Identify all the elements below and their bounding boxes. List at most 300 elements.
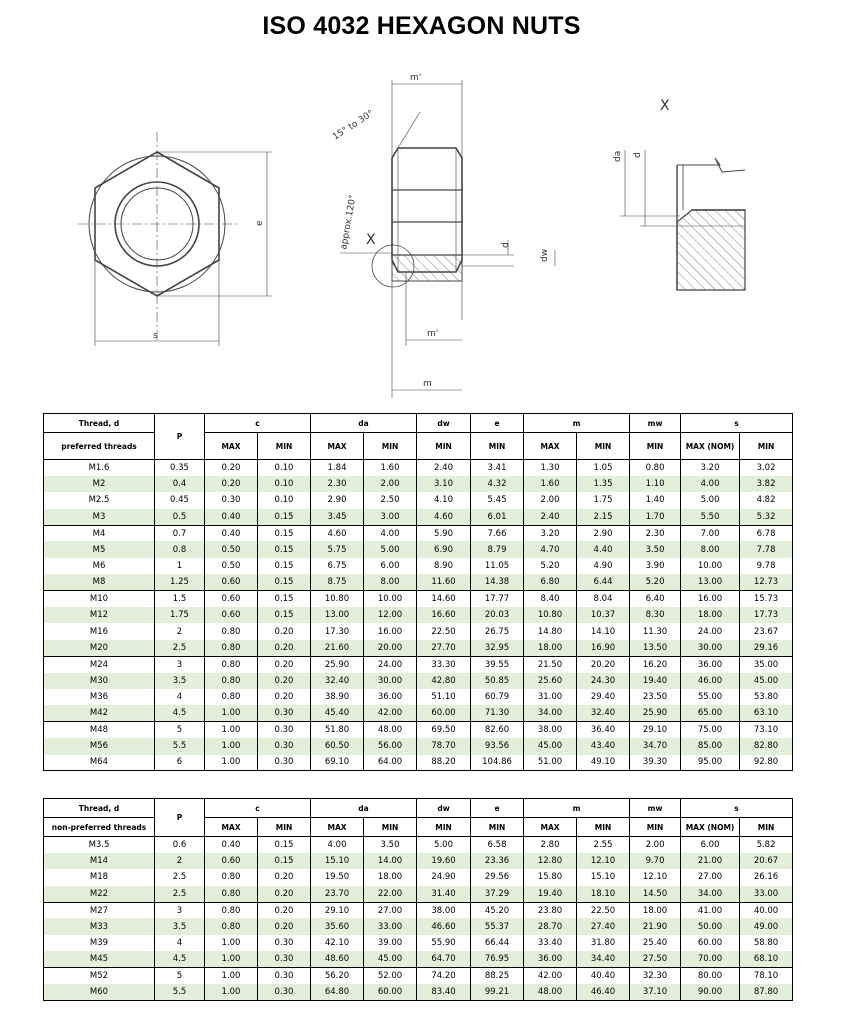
table-cell: 13.00 — [311, 607, 364, 623]
table-cell: 3.5 — [155, 918, 205, 934]
table-cell: M2.5 — [44, 492, 155, 508]
table-cell: 18.00 — [630, 902, 681, 918]
table-cell: 1.40 — [630, 492, 681, 508]
table-cell: 37.10 — [630, 984, 681, 1000]
table-cell: 5.00 — [417, 837, 471, 853]
thread-header: Thread, d — [44, 799, 155, 818]
table-cell: 0.15 — [258, 509, 311, 525]
chamfer-angle-label: 15° to 30° — [331, 108, 376, 143]
table-cell: 1.00 — [205, 738, 258, 754]
table-cell: 69.10 — [311, 755, 364, 771]
table-cell: 0.30 — [258, 968, 311, 984]
table-cell: 14.80 — [524, 623, 577, 639]
table-cell: 17.77 — [471, 591, 524, 607]
table-cell: 60.00 — [417, 705, 471, 721]
table-cell: 1.70 — [630, 509, 681, 525]
table-cell: 14.38 — [471, 574, 524, 590]
s-header: s — [681, 799, 793, 818]
table-cell: 4.82 — [740, 492, 793, 508]
d-detail-label: d — [633, 152, 643, 158]
table-cell: 1.00 — [205, 984, 258, 1000]
table-cell: 21.90 — [630, 918, 681, 934]
table-cell: 17.73 — [740, 607, 793, 623]
table-cell: M39 — [44, 935, 155, 951]
table-cell: M3 — [44, 509, 155, 525]
table-cell: 45.40 — [311, 705, 364, 721]
table-cell: 2 — [155, 623, 205, 639]
table-cell: 45.00 — [524, 738, 577, 754]
table-row — [44, 558, 793, 574]
table-cell: 75.00 — [681, 722, 740, 738]
m-header: m — [524, 414, 630, 433]
m-max-header: MAX — [524, 818, 577, 837]
dw-min-header: MIN — [417, 818, 471, 837]
table-cell: 4 — [155, 935, 205, 951]
table-cell: 0.80 — [205, 918, 258, 934]
table-cell: 1.60 — [524, 476, 577, 492]
table-cell: M36 — [44, 689, 155, 705]
table-cell: 51.00 — [524, 755, 577, 771]
table-cell: 0.20 — [258, 656, 311, 672]
table-cell: 16.60 — [417, 607, 471, 623]
table-cell: 0.15 — [258, 558, 311, 574]
s-min-header: MIN — [740, 818, 793, 837]
table-cell: 3.5 — [155, 673, 205, 689]
table-cell: 18.10 — [577, 886, 630, 902]
table-cell: 5 — [155, 722, 205, 738]
table-cell: 3.90 — [630, 558, 681, 574]
table-cell: 6.00 — [364, 558, 417, 574]
table-cell: 5.5 — [155, 738, 205, 754]
table-cell: 60.79 — [471, 689, 524, 705]
table-cell: 51.80 — [311, 722, 364, 738]
table-cell: 16.00 — [681, 591, 740, 607]
table-cell: 20.00 — [364, 640, 417, 656]
table-row — [44, 460, 793, 476]
m-label: m — [423, 379, 432, 389]
table-row — [44, 509, 793, 525]
table-cell: 2.50 — [364, 492, 417, 508]
table-cell: 26.16 — [740, 869, 793, 885]
e-min-header: MIN — [471, 433, 524, 460]
table-cell: 15.10 — [311, 853, 364, 869]
table-cell: 36.00 — [364, 689, 417, 705]
table-cell: 80.00 — [681, 968, 740, 984]
table-cell: 46.40 — [577, 984, 630, 1000]
table-cell: 66.44 — [471, 935, 524, 951]
table-cell: 56.20 — [311, 968, 364, 984]
table-cell: 90.00 — [681, 984, 740, 1000]
page-title: ISO 4032 HEXAGON NUTS — [262, 12, 581, 40]
dw-label: dw — [540, 248, 550, 262]
table-cell: 45.00 — [364, 951, 417, 967]
table-cell: M52 — [44, 968, 155, 984]
table-cell: 0.60 — [205, 853, 258, 869]
c-header: c — [205, 799, 311, 818]
table-cell: 0.50 — [205, 558, 258, 574]
table-row — [44, 492, 793, 508]
table-cell: 2.15 — [577, 509, 630, 525]
table-cell: M27 — [44, 902, 155, 918]
table-cell: 4.60 — [417, 509, 471, 525]
table-cell: 2.40 — [417, 460, 471, 476]
table-cell: 0.30 — [258, 755, 311, 771]
table-cell: 1.00 — [205, 951, 258, 967]
c-max-header: MAX — [205, 818, 258, 837]
table-cell: 0.10 — [258, 460, 311, 476]
table-cell: 85.00 — [681, 738, 740, 754]
m-max-header: MAX — [524, 433, 577, 460]
table-cell: 3.20 — [524, 525, 577, 541]
table-cell: 9.78 — [740, 558, 793, 574]
table-cell: 0.15 — [258, 837, 311, 853]
table-cell: 0.20 — [258, 640, 311, 656]
table-cell: 2.30 — [311, 476, 364, 492]
table-cell: 21.00 — [681, 853, 740, 869]
table-cell: 0.60 — [205, 574, 258, 590]
table-cell: 88.25 — [471, 968, 524, 984]
table-cell: 5.32 — [740, 509, 793, 525]
table-cell: 29.40 — [577, 689, 630, 705]
table-cell: 6.40 — [630, 591, 681, 607]
table-cell: 0.45 — [155, 492, 205, 508]
table-cell: 0.30 — [258, 738, 311, 754]
table-cell: 18.00 — [524, 640, 577, 656]
table-cell: 3.20 — [681, 460, 740, 476]
da-min-header: MIN — [364, 433, 417, 460]
table-cell: 29.16 — [740, 640, 793, 656]
table-cell: 27.70 — [417, 640, 471, 656]
da-header: da — [311, 799, 417, 818]
table-row — [44, 673, 793, 689]
table-cell: 63.10 — [740, 705, 793, 721]
nut-drawing-svg — [0, 50, 843, 410]
table-cell: 4.10 — [417, 492, 471, 508]
table-cell: 32.95 — [471, 640, 524, 656]
table-cell: 8.30 — [630, 607, 681, 623]
table-cell: 40.40 — [577, 968, 630, 984]
table-cell: 27.50 — [630, 951, 681, 967]
table-cell: 18.00 — [681, 607, 740, 623]
table-cell: 64.80 — [311, 984, 364, 1000]
table-cell: 78.70 — [417, 738, 471, 754]
table-cell: 1.00 — [205, 968, 258, 984]
table-cell: 4.00 — [681, 476, 740, 492]
table-cell: 31.40 — [417, 886, 471, 902]
table-row — [44, 902, 793, 918]
table-cell: 9.70 — [630, 853, 681, 869]
table-cell: 48.00 — [364, 722, 417, 738]
technical-drawing — [0, 50, 843, 410]
table-cell: 52.00 — [364, 968, 417, 984]
table-cell: 93.56 — [471, 738, 524, 754]
table-cell: 0.30 — [258, 984, 311, 1000]
table-cell: M1.6 — [44, 460, 155, 476]
table-cell: 0.20 — [258, 673, 311, 689]
table-cell: 45.00 — [740, 673, 793, 689]
table-cell: M8 — [44, 574, 155, 590]
table-cell: 5.75 — [311, 541, 364, 557]
table-row — [44, 607, 793, 623]
m-prime-bottom-label: m' — [427, 329, 439, 339]
table-cell: 2.00 — [630, 837, 681, 853]
table-cell: 104.86 — [471, 755, 524, 771]
table-cell: 6.58 — [471, 837, 524, 853]
table-cell: 5.90 — [417, 525, 471, 541]
table-cell: 2.5 — [155, 886, 205, 902]
table-cell: 50.00 — [681, 918, 740, 934]
table-cell: 0.80 — [205, 886, 258, 902]
p-header: P — [155, 799, 205, 837]
m-header: m — [524, 799, 630, 818]
table-cell: 1.00 — [205, 705, 258, 721]
table-cell: 5.5 — [155, 984, 205, 1000]
e-header: e — [471, 414, 524, 433]
table-cell: 82.60 — [471, 722, 524, 738]
m-min-header: MIN — [577, 818, 630, 837]
table-cell: 2.80 — [524, 837, 577, 853]
table-cell: 7.66 — [471, 525, 524, 541]
table-cell: 0.15 — [258, 541, 311, 557]
table-cell: 15.73 — [740, 591, 793, 607]
table-cell: 0.4 — [155, 476, 205, 492]
x-detail-label: X — [660, 98, 670, 114]
table-cell: 6 — [155, 755, 205, 771]
da-min-header: MIN — [364, 818, 417, 837]
table-cell: 30.00 — [364, 673, 417, 689]
table-row — [44, 722, 793, 738]
table-cell: 40.00 — [740, 902, 793, 918]
table-cell: 27.00 — [364, 902, 417, 918]
table-cell: 10.80 — [311, 591, 364, 607]
table-cell: M45 — [44, 951, 155, 967]
table-cell: 68.10 — [740, 951, 793, 967]
table-cell: 14.60 — [417, 591, 471, 607]
non-preferred-threads-table — [43, 798, 793, 1001]
table-cell: 8.00 — [681, 541, 740, 557]
table-cell: 6.80 — [524, 574, 577, 590]
table-cell: 23.36 — [471, 853, 524, 869]
table-cell: 49.00 — [740, 918, 793, 934]
c-max-header: MAX — [205, 433, 258, 460]
table-cell: 0.40 — [205, 837, 258, 853]
table-cell: 20.67 — [740, 853, 793, 869]
table-row — [44, 886, 793, 902]
table-cell: M4 — [44, 525, 155, 541]
table-cell: 5.20 — [524, 558, 577, 574]
e-header: e — [471, 799, 524, 818]
table-cell: 12.10 — [630, 869, 681, 885]
table-cell: M22 — [44, 886, 155, 902]
mw-header: mw — [630, 414, 681, 433]
table-cell: 0.80 — [205, 902, 258, 918]
table-cell: 0.10 — [258, 492, 311, 508]
table-cell: 34.40 — [577, 951, 630, 967]
dw-header: dw — [417, 799, 471, 818]
table-cell: 5.20 — [630, 574, 681, 590]
e-min-header: MIN — [471, 818, 524, 837]
table-cell: 22.00 — [364, 886, 417, 902]
table-cell: 4.00 — [364, 525, 417, 541]
table-cell: 6.01 — [471, 509, 524, 525]
table-cell: 14.10 — [577, 623, 630, 639]
table-cell: 1.10 — [630, 476, 681, 492]
da-max-header: MAX — [311, 433, 364, 460]
table-cell: 0.20 — [205, 476, 258, 492]
table-cell: 0.40 — [205, 525, 258, 541]
table-row — [44, 738, 793, 754]
table-cell: 23.70 — [311, 886, 364, 902]
table-cell: 2.90 — [577, 525, 630, 541]
table-cell: 19.40 — [524, 886, 577, 902]
table-cell: 36.40 — [577, 722, 630, 738]
table-cell: 42.00 — [364, 705, 417, 721]
table-cell: 19.40 — [630, 673, 681, 689]
table-cell: 39.00 — [364, 935, 417, 951]
table-cell: M10 — [44, 591, 155, 607]
table-cell: 71.30 — [471, 705, 524, 721]
table-cell: 11.30 — [630, 623, 681, 639]
table-cell: 13.50 — [630, 640, 681, 656]
table-cell: 78.10 — [740, 968, 793, 984]
table-cell: 8.79 — [471, 541, 524, 557]
table-cell: 12.10 — [577, 853, 630, 869]
table-cell: 34.70 — [630, 738, 681, 754]
table-row — [44, 656, 793, 672]
table-cell: 3.50 — [630, 541, 681, 557]
table-cell: 19.60 — [417, 853, 471, 869]
table-row — [44, 984, 793, 1000]
table-cell: 55.37 — [471, 918, 524, 934]
table-cell: 0.8 — [155, 541, 205, 557]
table-cell: 3.50 — [364, 837, 417, 853]
table-cell: 0.80 — [630, 460, 681, 476]
table-cell: 73.10 — [740, 722, 793, 738]
table-cell: 0.20 — [205, 460, 258, 476]
table-cell: 0.15 — [258, 853, 311, 869]
table-cell: 4.00 — [311, 837, 364, 853]
s-min-header: MIN — [740, 433, 793, 460]
dw-header: dw — [417, 414, 471, 433]
table-row — [44, 935, 793, 951]
table-cell: 10.00 — [364, 591, 417, 607]
s-max-nom-header: MAX (NOM) — [681, 433, 740, 460]
table-cell: 16.90 — [577, 640, 630, 656]
table-cell: 42.00 — [524, 968, 577, 984]
p-header: P — [155, 414, 205, 460]
table-cell: M6 — [44, 558, 155, 574]
table-cell: 36.00 — [524, 951, 577, 967]
table-cell: 20.03 — [471, 607, 524, 623]
table-row — [44, 918, 793, 934]
table-cell: 35.60 — [311, 918, 364, 934]
table-cell: 60.00 — [681, 935, 740, 951]
table-cell: 4.32 — [471, 476, 524, 492]
table-cell: M18 — [44, 869, 155, 885]
table-cell: 0.80 — [205, 673, 258, 689]
table-cell: 25.40 — [630, 935, 681, 951]
table-cell: 60.00 — [364, 984, 417, 1000]
detail-x — [620, 150, 745, 290]
table-cell: 65.00 — [681, 705, 740, 721]
table-cell: 95.00 — [681, 755, 740, 771]
table-row — [44, 705, 793, 721]
c-header: c — [205, 414, 311, 433]
table-cell: 1.75 — [155, 607, 205, 623]
table-cell: 6.75 — [311, 558, 364, 574]
table-cell: 8.04 — [577, 591, 630, 607]
table-cell: 4.60 — [311, 525, 364, 541]
table-cell: 87.80 — [740, 984, 793, 1000]
table-cell: 0.60 — [205, 607, 258, 623]
table-cell: 12.80 — [524, 853, 577, 869]
e-label: e — [255, 220, 265, 226]
table-cell: M12 — [44, 607, 155, 623]
table-cell: 28.70 — [524, 918, 577, 934]
approx-angle-label: approx.120° — [339, 194, 359, 251]
table-cell: 22.50 — [577, 902, 630, 918]
table-cell: 3.45 — [311, 509, 364, 525]
table-cell: 1.05 — [577, 460, 630, 476]
table-cell: 29.56 — [471, 869, 524, 885]
non-preferred-threads-label: non-preferred threads — [44, 818, 155, 837]
table-cell: 2.30 — [630, 525, 681, 541]
table-cell: 10.00 — [681, 558, 740, 574]
table-cell: 1.75 — [577, 492, 630, 508]
table-cell: 0.35 — [155, 460, 205, 476]
table-cell: 21.50 — [524, 656, 577, 672]
table-cell: 82.80 — [740, 738, 793, 754]
table-cell: 24.00 — [681, 623, 740, 639]
table-cell: 0.30 — [258, 722, 311, 738]
table-cell: 11.05 — [471, 558, 524, 574]
table-cell: M20 — [44, 640, 155, 656]
table-cell: 5.00 — [681, 492, 740, 508]
table-cell: 14.50 — [630, 886, 681, 902]
table-cell: 34.00 — [524, 705, 577, 721]
table-cell: M56 — [44, 738, 155, 754]
table-cell: 2.40 — [524, 509, 577, 525]
table-cell: 13.00 — [681, 574, 740, 590]
table-cell: 39.30 — [630, 755, 681, 771]
table-cell: 8.90 — [417, 558, 471, 574]
table-cell: 24.90 — [417, 869, 471, 885]
table-cell: 0.20 — [258, 869, 311, 885]
table-cell: 15.80 — [524, 869, 577, 885]
table-cell: 12.73 — [740, 574, 793, 590]
table-cell: 2.5 — [155, 869, 205, 885]
table-cell: 0.40 — [205, 509, 258, 525]
table-row — [44, 837, 793, 853]
table-cell: 8.40 — [524, 591, 577, 607]
table-cell: 0.30 — [258, 951, 311, 967]
table-cell: 16.20 — [630, 656, 681, 672]
table-cell: 48.00 — [524, 984, 577, 1000]
table-cell: 6.00 — [681, 837, 740, 853]
table-cell: 1 — [155, 558, 205, 574]
x-mark-label: X — [366, 232, 376, 248]
mw-min-header: MIN — [630, 433, 681, 460]
table-cell: 1.00 — [205, 755, 258, 771]
table-cell: 23.80 — [524, 902, 577, 918]
table-cell: 36.00 — [681, 656, 740, 672]
table-cell: 29.10 — [311, 902, 364, 918]
table-cell: 0.60 — [205, 591, 258, 607]
table-cell: 10.80 — [524, 607, 577, 623]
table-cell: 0.80 — [205, 623, 258, 639]
table-row — [44, 689, 793, 705]
table-cell: 49.10 — [577, 755, 630, 771]
